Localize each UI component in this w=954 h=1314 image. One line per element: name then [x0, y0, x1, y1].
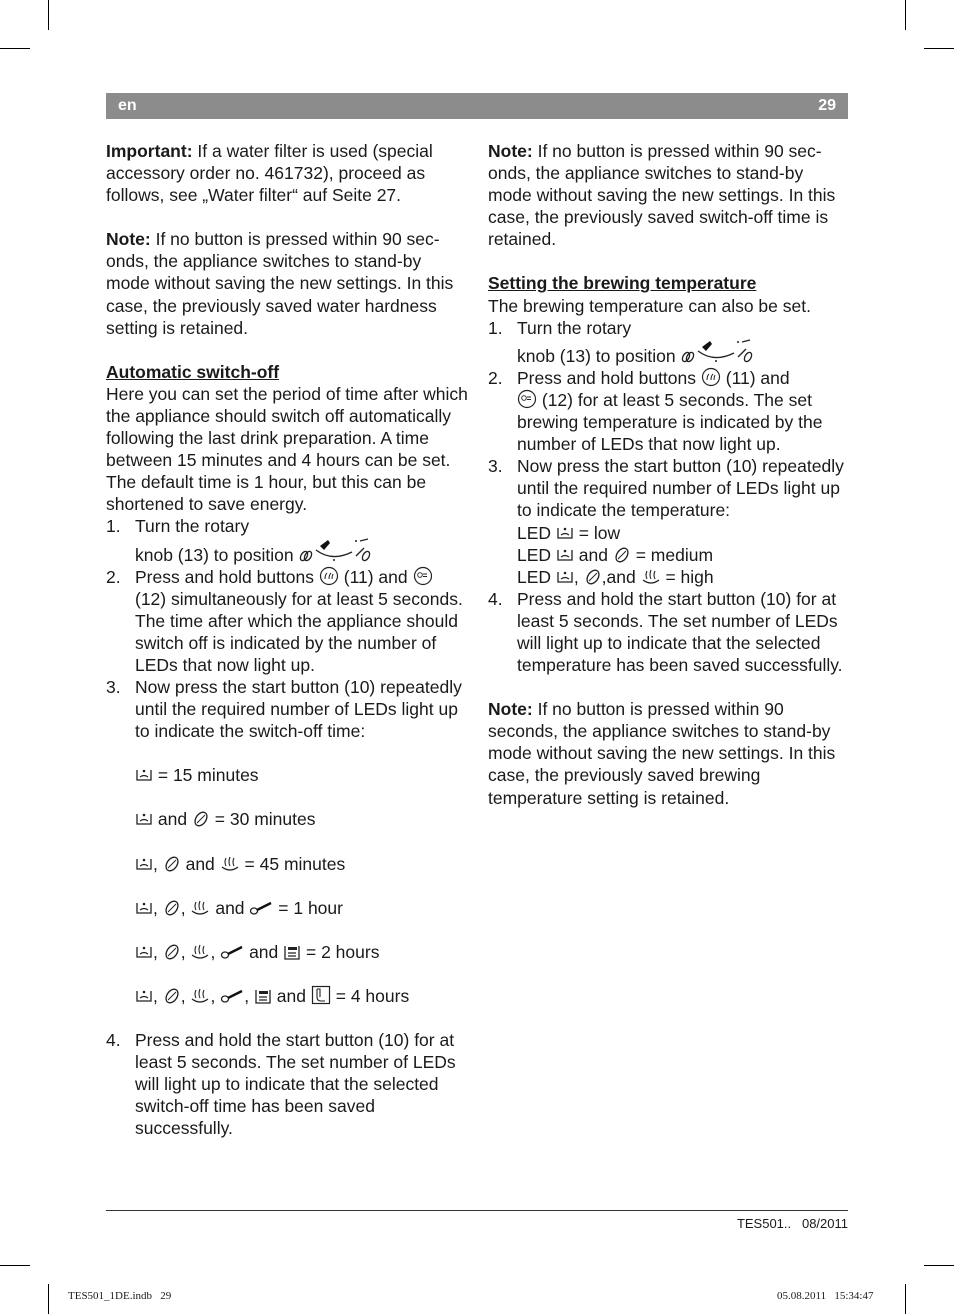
separator: ,: [210, 941, 221, 962]
led-bean-icon: [163, 899, 181, 917]
time-label: = 15 minutes: [153, 765, 259, 786]
conjunction: ,and: [601, 566, 641, 587]
footer-divider: [106, 1210, 848, 1211]
note-paragraph: [488, 698, 848, 808]
step-number: 2.: [106, 566, 121, 587]
left-column: [106, 140, 468, 1139]
step-number: 3.: [106, 677, 121, 698]
language-code: en: [118, 97, 137, 114]
step-text: (11) and: [338, 566, 408, 587]
led-pipe-icon: [220, 943, 244, 961]
note-label: Note:: [488, 141, 533, 161]
print-slug-file: TES501_1DE.indb 29: [68, 1290, 172, 1302]
note-label: Note:: [106, 229, 151, 250]
led-cup-icon: [556, 546, 574, 564]
step-text: knob (13) to position: [517, 345, 676, 366]
list-item: [488, 588, 848, 676]
time-label: = 2 hours: [301, 941, 380, 962]
led-cup-icon: [135, 810, 153, 828]
step-text: (11) and: [720, 367, 790, 388]
note-paragraph: [488, 140, 848, 250]
crop-mark: [905, 1284, 906, 1314]
intro-paragraph: Here you can set the period of time after which the appliance should switch off automatically following the last drink preparation. A time between 15 minutes and 4 hours can be set. The default time is 1 hour, but this can be shortened to save energy.: [106, 383, 468, 515]
step-text: Turn the rotary: [517, 317, 632, 338]
list-item: [488, 455, 848, 588]
step-text: Turn the rotary: [135, 516, 250, 537]
page-header: [106, 93, 848, 119]
crop-mark: [924, 1265, 954, 1266]
time-label: = 30 minutes: [209, 809, 316, 830]
steps-list: [106, 515, 468, 1139]
temp-label: = low: [573, 522, 621, 543]
step-number: 3.: [488, 456, 503, 477]
time-row-240: [135, 985, 468, 1007]
led-pipe-icon: [249, 899, 273, 917]
important-paragraph: [106, 140, 468, 206]
led-steam-icon: [190, 943, 210, 961]
temp-label: = high: [660, 566, 714, 587]
section-heading-switch-off: Automatic switch-off: [106, 361, 280, 382]
list-item: [106, 676, 468, 1029]
step-text: Press and hold the start button (10) for at least 5 seconds. The set number of LEDs will light up to indicate that the selected switch-off time has been saved successfully.: [135, 1029, 456, 1139]
note-text: If no button is pressed within 90 seconds, the appliance switches to stand-by mode without saving the new settings. In this case, the previously saved switch-off time is retained.: [488, 141, 836, 250]
led-descale-icon: [283, 943, 301, 961]
note-label: Note:: [488, 699, 533, 720]
led-cup-icon: [556, 568, 574, 586]
led-cup-icon: [135, 943, 153, 961]
rotary-position-icon: [298, 538, 374, 564]
crop-mark: [48, 0, 49, 30]
conjunction: and: [244, 941, 284, 962]
list-item: [106, 1029, 468, 1139]
led-label: LED: [517, 544, 556, 565]
time-label: = 4 hours: [330, 985, 410, 1006]
conjunction: and: [210, 897, 250, 918]
step-text: Press and hold the start button (10) for at least 5 seconds. The set number of LEDs will light up to indicate that the selected temperature has been saved successfully.: [517, 588, 843, 676]
conjunction: and: [573, 544, 613, 565]
step-number: 2.: [488, 367, 503, 388]
list-item: [106, 515, 468, 565]
conjunction: and: [271, 985, 311, 1006]
step-text: Now press the start button (10) repeatedly until the required number of LEDs light up to indicate the temperature:: [517, 456, 844, 521]
separator: ,: [153, 985, 163, 1006]
conjunction: and: [180, 853, 220, 874]
rotary-position-icon: [680, 339, 756, 365]
step-text: (12) simultaneously for at least 5 seconds. The time after which the appliance should switch off is indicated by the number of LEDs that now light up.: [135, 588, 463, 675]
led-filter-icon: [311, 985, 331, 1005]
led-pipe-icon: [220, 987, 244, 1005]
step-text: (12) for at least 5 seconds. The set brewing temperature is indicated by the number of LEDs that now light up.: [517, 389, 823, 455]
led-cup-icon: [135, 766, 153, 784]
step-text: knob (13) to position: [135, 544, 294, 565]
list-item: [106, 566, 468, 676]
time-row-30: [135, 808, 468, 830]
led-steam-icon: [190, 987, 210, 1005]
led-descale-icon: [254, 987, 272, 1005]
led-cup-icon: [135, 987, 153, 1005]
separator: ,: [153, 897, 163, 918]
step-number: 4.: [106, 1029, 121, 1050]
led-steam-icon: [190, 899, 210, 917]
crop-mark: [48, 1284, 49, 1314]
separator: ,: [153, 853, 163, 874]
power-off-button-icon: [413, 566, 433, 586]
led-steam-icon: [220, 855, 240, 873]
conjunction: and: [153, 809, 192, 830]
important-label: Important:: [106, 141, 193, 161]
section-heading-brewing-temperature: Setting the brewing temperature: [488, 273, 757, 294]
intro-paragraph: The brewing temperature can also be set.: [488, 295, 811, 316]
step-text: Press and hold buttons: [135, 566, 315, 587]
separator: ,: [210, 985, 221, 1006]
separator: ,: [244, 985, 254, 1006]
led-cup-icon: [135, 899, 153, 917]
led-bean-icon: [192, 810, 210, 828]
led-bean-icon: [163, 855, 181, 873]
crop-mark: [0, 48, 30, 49]
crop-mark: [0, 1265, 30, 1266]
note-text: If no button is pressed within 90 seconds, the appliance switches to stand-by mode without saving the new settings. In this case, the previously saved brewing temperature setting is retained.: [488, 699, 836, 808]
step-text: Press and hold buttons: [517, 367, 697, 388]
time-row-45: [135, 853, 468, 875]
separator: ,: [180, 897, 191, 918]
footer-model-date: TES501.. 08/2011: [736, 1216, 848, 1231]
time-label: = 1 hour: [273, 897, 343, 918]
led-steam-icon: [641, 568, 661, 586]
steps-list: [488, 317, 848, 677]
step-number: 1.: [488, 317, 503, 338]
time-row-120: [135, 941, 468, 963]
led-bean-icon: [163, 987, 181, 1005]
step-text: Now press the start button (10) repeatedly until the required number of LEDs light up to indicate the switch-off time:: [135, 677, 462, 742]
led-bean-icon: [584, 568, 602, 586]
led-bean-icon: [613, 546, 631, 564]
led-bean-icon: [163, 943, 181, 961]
page-number: 29: [818, 97, 836, 114]
separator: ,: [573, 566, 584, 587]
step-number: 4.: [488, 588, 503, 609]
temp-label: = medium: [630, 544, 714, 565]
important-text: If a water filter is used (special accessory order no. 461732), proceed as follows, see „Water filter“ auf Seite 27.: [106, 141, 433, 206]
separator: ,: [180, 985, 191, 1006]
power-off-button-icon: [517, 389, 537, 409]
time-label: = 45 minutes: [239, 853, 346, 874]
right-column: [488, 140, 848, 809]
temp-row-high: [517, 566, 848, 588]
separator: ,: [180, 941, 191, 962]
note-paragraph: [106, 228, 468, 338]
crop-mark: [924, 48, 954, 49]
list-item: [488, 367, 848, 455]
led-label: LED: [517, 566, 556, 587]
separator: ,: [153, 941, 163, 962]
led-cup-icon: [556, 524, 574, 542]
note-text: If no button is pressed within 90 seconds, the appliance switches to stand-by mode without saving the new settings. In this case, the previously saved water hardness setting is retained.: [106, 229, 454, 338]
step-number: 1.: [106, 516, 121, 537]
list-item: [488, 317, 848, 367]
led-cup-icon: [135, 855, 153, 873]
print-slug-timestamp: 05.08.2011 15:34:47: [777, 1290, 874, 1302]
led-label: LED: [517, 522, 556, 543]
temp-row-low: [517, 522, 848, 544]
crop-mark: [905, 0, 906, 30]
time-row-60: [135, 897, 468, 919]
time-row-15: [135, 764, 468, 786]
temp-row-medium: [517, 544, 848, 566]
temperature-button-icon: [319, 566, 339, 586]
temperature-button-icon: [701, 367, 721, 387]
